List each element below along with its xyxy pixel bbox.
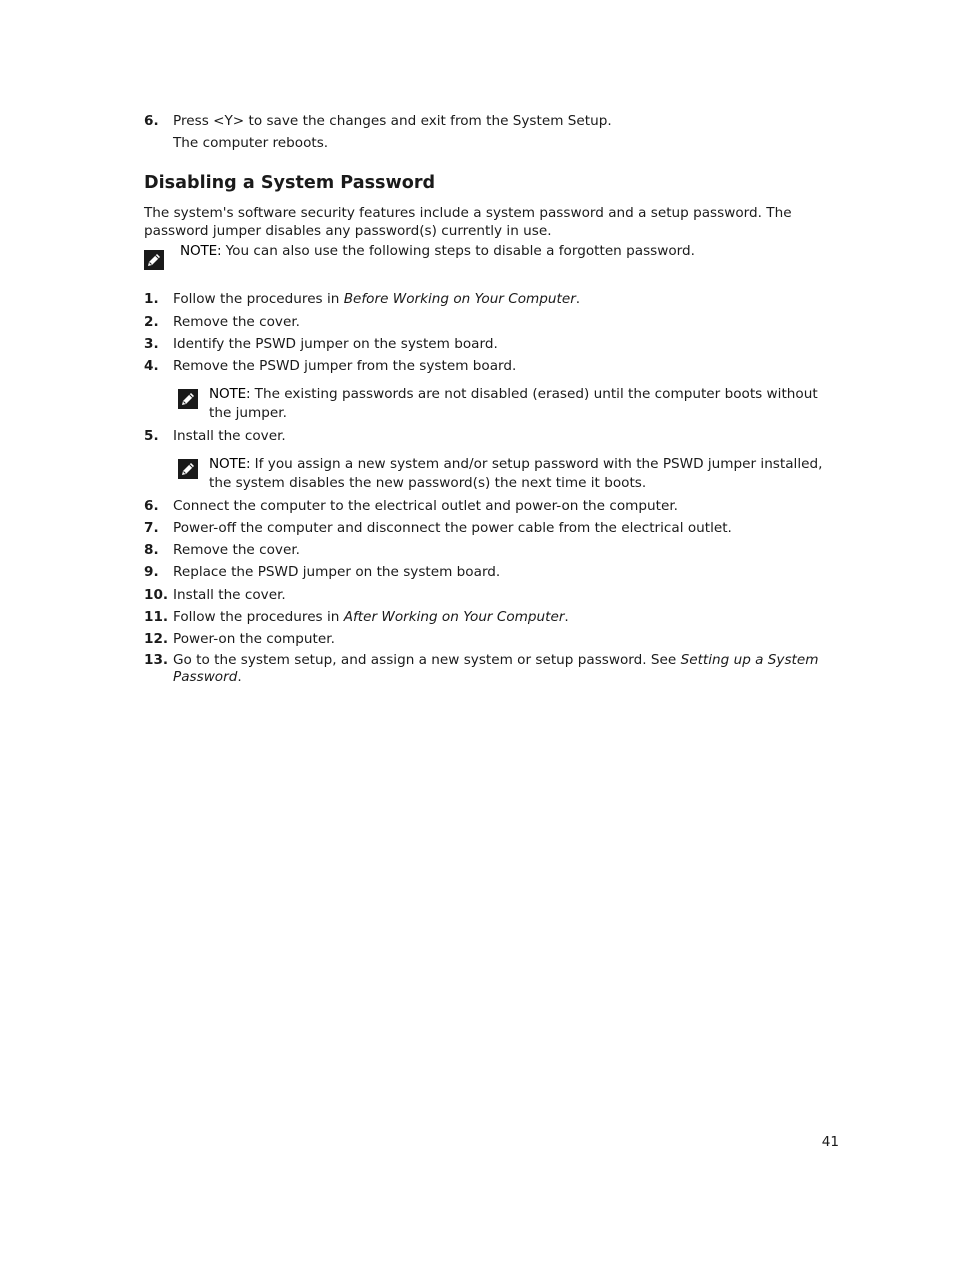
step-text: Remove the cover. — [173, 314, 300, 330]
step-text-part: . — [575, 291, 581, 307]
step-1 — [144, 290, 844, 308]
step-number: 8. — [144, 542, 159, 558]
note-text — [209, 385, 844, 423]
step-4 — [144, 357, 844, 375]
step-text-part: . — [564, 609, 569, 625]
note-pencil-icon — [178, 459, 198, 479]
note-after-step-4 — [178, 385, 844, 423]
step-5 — [144, 427, 844, 445]
step-number: 2. — [144, 314, 159, 330]
step-number: 4. — [144, 358, 159, 374]
step-8 — [144, 541, 844, 559]
note-text — [180, 242, 844, 260]
step-result: The computer reboots. — [173, 135, 329, 151]
step-text: Power-on the computer. — [173, 631, 335, 647]
step-text-part: Follow the procedures in — [173, 291, 344, 307]
section-intro: The system's software security features include a system password and a setup password. The password jumper disables any password(s) currently in use. — [144, 205, 792, 239]
step-number: 6. — [144, 113, 159, 129]
prev-step-6 — [144, 112, 844, 130]
step-number: 9. — [144, 564, 159, 580]
step-text: Install the cover. — [173, 428, 286, 444]
step-text-part: . — [237, 669, 242, 685]
note-text — [209, 455, 844, 493]
note-body: If you assign a new system and/or setup password with the PSWD jumper installed, the system disables the new password(s) the next time it boots. — [209, 456, 823, 491]
step-number: 6. — [144, 498, 159, 514]
page-content — [144, 112, 844, 686]
cross-reference-link: Setting up a System Password — [173, 652, 819, 685]
step-2 — [144, 313, 844, 331]
note-label: NOTE: — [180, 243, 222, 259]
step-number: 10. — [144, 587, 169, 603]
step-number: 3. — [144, 336, 159, 352]
step-text — [173, 290, 844, 308]
note-body: The existing passwords are not disabled (erased) until the computer boots without the jumper. — [209, 386, 818, 421]
step-text: Identify the PSWD jumper on the system board. — [173, 336, 498, 352]
step-10 — [144, 586, 844, 604]
step-number: 11. — [144, 609, 169, 625]
step-3 — [144, 335, 844, 353]
note-after-step-5 — [178, 455, 844, 493]
note-pencil-icon — [144, 250, 164, 270]
step-text: Install the cover. — [173, 587, 286, 603]
step-text: Connect the computer to the electrical outlet and power-on the computer. — [173, 498, 678, 514]
step-text — [173, 608, 844, 626]
step-number: 13. — [144, 652, 169, 668]
step-9 — [144, 563, 844, 581]
step-7 — [144, 519, 844, 537]
step-text: Power-off the computer and disconnect the power cable from the electrical outlet. — [173, 520, 732, 536]
step-11 — [144, 608, 844, 626]
step-number: 1. — [144, 291, 159, 307]
step-13 — [144, 652, 844, 686]
step-text: Replace the PSWD jumper on the system board. — [173, 564, 501, 580]
step-12 — [144, 630, 844, 648]
step-6 — [144, 497, 844, 515]
cross-reference-link: Before Working on Your Computer — [343, 291, 576, 307]
step-text: Remove the PSWD jumper from the system board. — [173, 358, 517, 374]
note-label: NOTE: — [209, 456, 251, 472]
page-number: 41 — [821, 1134, 839, 1150]
cross-reference-link: After Working on Your Computer — [343, 609, 565, 625]
note-body: You can also use the following steps to disable a forgotten password. — [221, 243, 695, 259]
step-text: Remove the cover. — [173, 542, 300, 558]
step-text-part: Go to the system setup, and assign a new system or setup password. See — [173, 652, 681, 668]
section-title: Disabling a System Password — [144, 173, 436, 193]
step-text: Press <Y> to save the changes and exit from the System Setup. — [173, 113, 612, 129]
step-number: 5. — [144, 428, 159, 444]
step-text — [173, 652, 844, 686]
top-note — [144, 243, 844, 270]
note-label: NOTE: — [209, 386, 251, 402]
step-number: 12. — [144, 631, 169, 647]
note-pencil-icon — [178, 389, 198, 409]
step-text-part: Follow the procedures in — [173, 609, 344, 625]
step-number: 7. — [144, 520, 159, 536]
